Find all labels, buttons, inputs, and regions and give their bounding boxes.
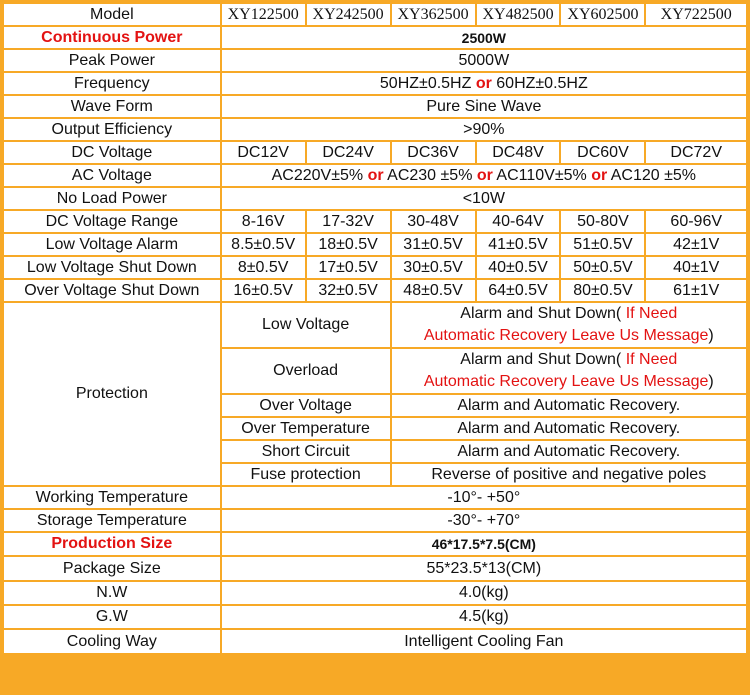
dc-voltage-cell: DC72V xyxy=(646,142,746,163)
frequency-label: Frequency xyxy=(4,73,220,94)
shutdown-cell: 17±0.5V xyxy=(307,257,390,278)
row-peak-power xyxy=(4,50,746,71)
dc-voltage-cell: DC60V xyxy=(561,142,644,163)
row-low-voltage-alarm xyxy=(4,234,746,255)
protection-item-value xyxy=(392,349,746,393)
no-load-power-value: <10W xyxy=(222,188,746,209)
dc-range-cell: 50-80V xyxy=(561,211,644,232)
over-shutdown-cell: 61±1V xyxy=(646,280,746,301)
nw-label: N.W xyxy=(4,582,220,604)
model-cell: XY482500 xyxy=(477,4,560,25)
row-production-size xyxy=(4,533,746,555)
continuous-power-value: 2500W xyxy=(222,27,746,48)
ac-part: AC230 ±5% xyxy=(383,166,477,184)
dc-voltage-cell: DC48V xyxy=(477,142,560,163)
row-dc-voltage-range xyxy=(4,211,746,232)
over-shutdown-cell: 48±0.5V xyxy=(392,280,475,301)
protection-text-red: Automatic Recovery Leave Us Message xyxy=(423,373,709,390)
dc-voltage-cell: DC24V xyxy=(307,142,390,163)
ac-part: AC120 ±5% xyxy=(607,166,697,184)
ac-voltage-label: AC Voltage xyxy=(4,165,220,186)
row-output-efficiency xyxy=(4,119,746,140)
protection-label: Protection xyxy=(4,303,220,485)
shutdown-cell: 40±0.5V xyxy=(477,257,560,278)
model-cell: XY242500 xyxy=(307,4,390,25)
model-cell: XY722500 xyxy=(646,4,746,25)
row-cooling-way xyxy=(4,630,746,653)
peak-power-label: Peak Power xyxy=(4,50,220,71)
ac-part: AC110V±5% xyxy=(492,166,592,184)
model-cell: XY122500 xyxy=(222,4,305,25)
shutdown-cell: 8±0.5V xyxy=(222,257,305,278)
working-temperature-value: -10°- +50° xyxy=(222,487,746,508)
over-shutdown-cell: 64±0.5V xyxy=(477,280,560,301)
cooling-way-label: Cooling Way xyxy=(4,630,220,653)
model-label: Model xyxy=(4,4,220,25)
over-shutdown-cell: 80±0.5V xyxy=(561,280,644,301)
protection-text: ) xyxy=(708,327,714,344)
row-package-size xyxy=(4,557,746,580)
row-wave-form xyxy=(4,96,746,117)
over-voltage-shutdown-label: Over Voltage Shut Down xyxy=(4,280,220,301)
output-efficiency-value: >90% xyxy=(222,119,746,140)
ac-voltage-value xyxy=(222,165,746,186)
working-temperature-label: Working Temperature xyxy=(4,487,220,508)
wave-form-value: Pure Sine Wave xyxy=(222,96,746,117)
dc-voltage-cell: DC12V xyxy=(222,142,305,163)
production-size-value: 46*17.5*7.5(CM) xyxy=(222,533,746,555)
frequency-part1: 50HZ±0.5HZ xyxy=(379,74,476,92)
alarm-cell: 8.5±0.5V xyxy=(222,234,305,255)
row-over-voltage-shutdown xyxy=(4,280,746,301)
protection-text-red: If Need xyxy=(625,351,678,368)
row-ac-voltage xyxy=(4,165,746,186)
protection-item-value: Alarm and Automatic Recovery. xyxy=(392,441,746,462)
protection-text-red: Automatic Recovery Leave Us Message xyxy=(423,327,709,344)
dc-voltage-label: DC Voltage xyxy=(4,142,220,163)
row-gw xyxy=(4,606,746,628)
over-shutdown-cell: 32±0.5V xyxy=(307,280,390,301)
output-efficiency-label: Output Efficiency xyxy=(4,119,220,140)
protection-item-name: Fuse protection xyxy=(222,464,390,485)
spec-table xyxy=(2,2,748,655)
dc-range-cell: 40-64V xyxy=(477,211,560,232)
alarm-cell: 31±0.5V xyxy=(392,234,475,255)
dc-range-cell: 8-16V xyxy=(222,211,305,232)
production-size-label: Production Size xyxy=(4,533,220,555)
shutdown-cell: 30±0.5V xyxy=(392,257,475,278)
row-storage-temperature xyxy=(4,510,746,531)
protection-item-value: Alarm and Automatic Recovery. xyxy=(392,395,746,416)
or-word: or xyxy=(367,166,384,184)
model-cell: XY362500 xyxy=(392,4,475,25)
row-protection-low-voltage xyxy=(4,303,746,347)
storage-temperature-value: -30°- +70° xyxy=(222,510,746,531)
protection-text: Alarm and Shut Down( xyxy=(460,351,626,368)
nw-value: 4.0(kg) xyxy=(222,582,746,604)
row-frequency xyxy=(4,73,746,94)
row-model xyxy=(4,4,746,25)
alarm-cell: 42±1V xyxy=(646,234,746,255)
frequency-value xyxy=(222,73,746,94)
peak-power-value: 5000W xyxy=(222,50,746,71)
low-voltage-shutdown-label: Low Voltage Shut Down xyxy=(4,257,220,278)
gw-label: G.W xyxy=(4,606,220,628)
dc-range-cell: 30-48V xyxy=(392,211,475,232)
protection-item-value: Alarm and Automatic Recovery. xyxy=(392,418,746,439)
protection-item-name: Over Voltage xyxy=(222,395,390,416)
protection-item-name: Low Voltage xyxy=(222,303,390,347)
dc-voltage-cell: DC36V xyxy=(392,142,475,163)
protection-text-red: If Need xyxy=(625,305,678,322)
over-shutdown-cell: 16±0.5V xyxy=(222,280,305,301)
frequency-part2: 60HZ±0.5HZ xyxy=(491,74,588,92)
protection-item-name: Short Circuit xyxy=(222,441,390,462)
ac-part: AC220V±5% xyxy=(271,166,368,184)
model-cell: XY602500 xyxy=(561,4,644,25)
dc-range-cell: 17-32V xyxy=(307,211,390,232)
alarm-cell: 41±0.5V xyxy=(477,234,560,255)
shutdown-cell: 50±0.5V xyxy=(561,257,644,278)
row-working-temperature xyxy=(4,487,746,508)
protection-text: Alarm and Shut Down( xyxy=(460,305,626,322)
package-size-label: Package Size xyxy=(4,557,220,580)
or-word: or xyxy=(591,166,608,184)
gw-value: 4.5(kg) xyxy=(222,606,746,628)
row-nw xyxy=(4,582,746,604)
row-no-load-power xyxy=(4,188,746,209)
protection-item-value: Reverse of positive and negative poles xyxy=(392,464,746,485)
or-word: or xyxy=(476,166,493,184)
cooling-way-value: Intelligent Cooling Fan xyxy=(222,630,746,653)
protection-item-name: Overload xyxy=(222,349,390,393)
storage-temperature-label: Storage Temperature xyxy=(4,510,220,531)
package-size-value: 55*23.5*13(CM) xyxy=(222,557,746,580)
continuous-power-label: Continuous Power xyxy=(4,27,220,48)
protection-item-name: Over Temperature xyxy=(222,418,390,439)
protection-item-value xyxy=(392,303,746,347)
wave-form-label: Wave Form xyxy=(4,96,220,117)
row-continuous-power xyxy=(4,27,746,48)
shutdown-cell: 40±1V xyxy=(646,257,746,278)
dc-range-cell: 60-96V xyxy=(646,211,746,232)
dc-voltage-range-label: DC Voltage Range xyxy=(4,211,220,232)
row-low-voltage-shutdown xyxy=(4,257,746,278)
alarm-cell: 51±0.5V xyxy=(561,234,644,255)
or-word: or xyxy=(475,74,492,92)
protection-text: ) xyxy=(708,373,714,390)
low-voltage-alarm-label: Low Voltage Alarm xyxy=(4,234,220,255)
row-dc-voltage xyxy=(4,142,746,163)
no-load-power-label: No Load Power xyxy=(4,188,220,209)
alarm-cell: 18±0.5V xyxy=(307,234,390,255)
